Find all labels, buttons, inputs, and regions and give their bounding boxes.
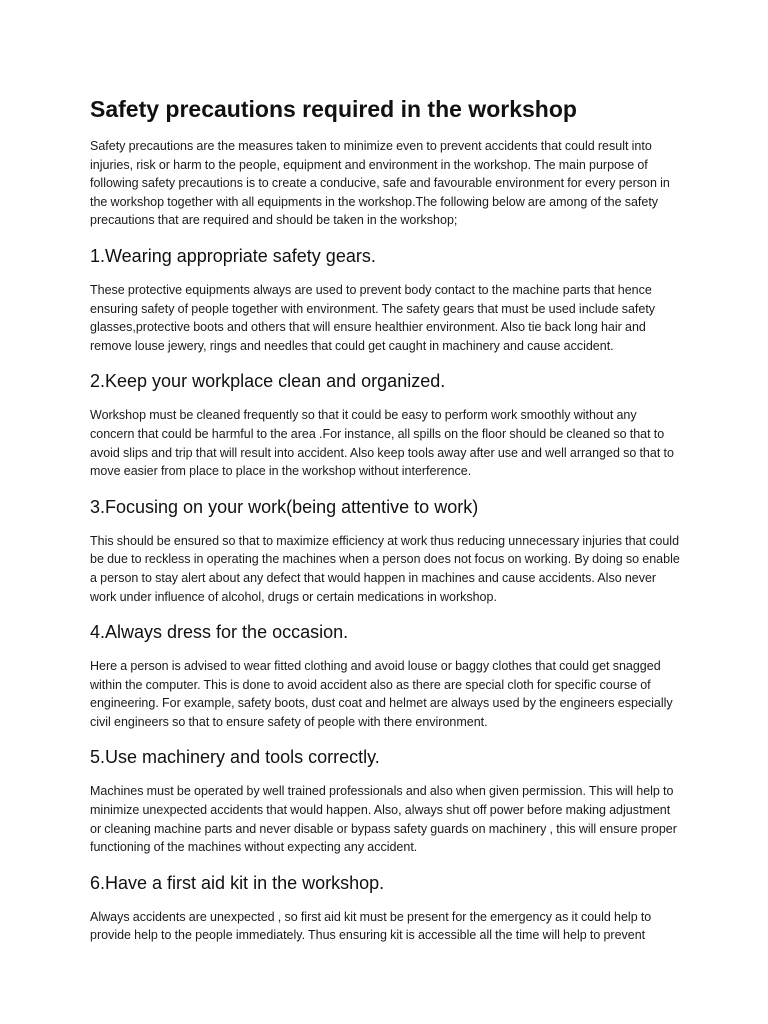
intro-paragraph: Safety precautions are the measures taken to minimize even to prevent accidents that could result into injuries, risk or harm to the people, equipment and environment in the workshop. The main purpose of following safety precautions is to create a conducive, safe and favourable environment for every person in the workshop together with all equipments in the workshop.The following below are among of the safety precautions that are required and should be taken in the workshop;: [90, 139, 670, 228]
section-body-2: Workshop must be cleaned frequently so that it could be easy to perform work smoothly without any concern that could be harmful to the area .For instance, all spills on the floor should be cleaned so that to avoid slips and trip that will result into accident. Also keep tools away after use and well arranged so that to move easier from place to place in the workshop without interference.: [90, 408, 674, 479]
section-body-3: This should be ensured so that to maximize efficiency at work thus reducing unnecessary injuries that could be due to reckless in operating the machines when a person does not focus on working. By doing so enable a person to stay alert about any defect that would happen in machines and cause accidents. Also never work under influence of alcohol, drugs or certain medications in workshop.: [90, 533, 680, 604]
section-heading-6: 6.Have a first aid kit in the workshop.: [90, 872, 385, 893]
section-heading-1: 1.Wearing appropriate safety gears.: [90, 245, 376, 266]
section-body-4: Here a person is advised to wear fitted clothing and avoid louse or baggy clothes that could get snagged within the computer. This is done to avoid accident also as there are special cloth for specific course of engineering. For example, safety boots, dust coat and helmet are always used by the engineers especially civil engineers so that to ensure safety of people with there environment.: [90, 659, 673, 729]
section-heading-2: 2.Keep your workplace clean and organized.: [90, 371, 446, 392]
section-heading-4: 4.Always dress for the occasion.: [90, 622, 349, 643]
section-heading-5: 5.Use machinery and tools correctly.: [90, 747, 380, 768]
section-body-6: Always accidents are unexpected , so first aid kit must be present for the emergency as it could help to provide help to the people immediately. Thus ensuring kit is accessible all the time will help to prevent: [90, 909, 652, 943]
section-body-1: These protective equipments always are used to prevent body contact to the machine parts that hence ensuring safety of people together with environment. The safety gears that must be used include safety glasses,protective boots and others that will ensure healthier environment. Also tie back long hair and remove louse jewery, rings and needles that could get caught in machinery and cause accident.: [90, 282, 656, 353]
document-body: [90, 94, 680, 945]
section-body-5: Machines must be operated by well trained professionals and also when given permission. This will help to minimize unexpected accidents that would happen. Also, always shut off power before making adjustment or cleaning machine parts and never disable or bypass safety guards on machinery , this will ensure proper functioning of the machines without expecting any accident.: [90, 784, 677, 855]
document-title: Safety precautions required in the workshop: [90, 96, 577, 122]
section-heading-3: 3.Focusing on your work(being attentive to work): [90, 496, 479, 517]
